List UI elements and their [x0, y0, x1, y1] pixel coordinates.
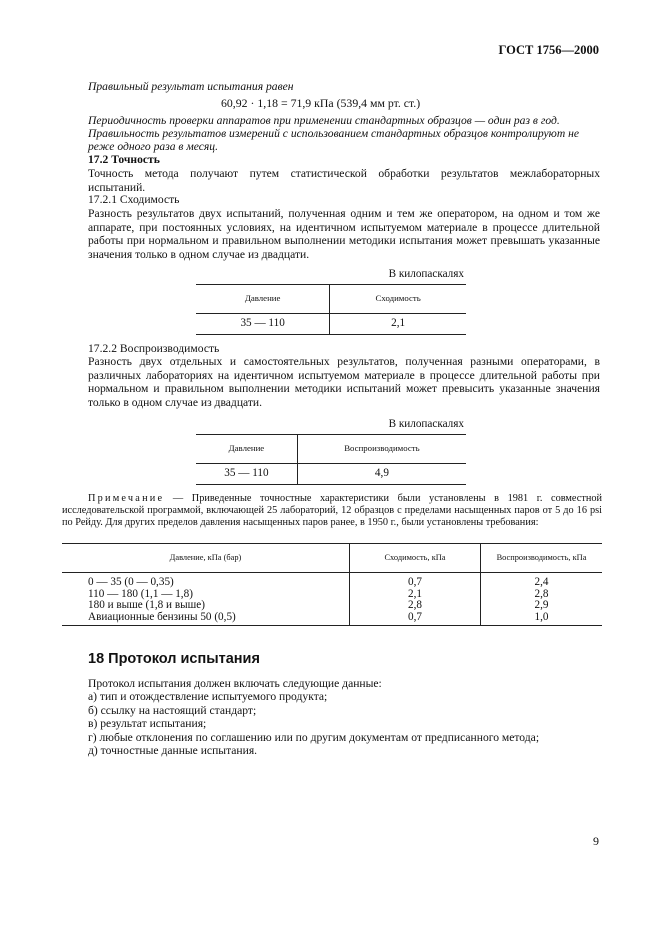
reproducibility-table: [196, 434, 466, 485]
list-item: г) любые отклонения по соглашению или по другим документам от предписанного метода;: [88, 730, 540, 744]
table3-header-repeatability: Сходимость, кПа: [350, 544, 481, 573]
section-18-intro: Протокол испытания должен включать следующие данные:: [88, 677, 382, 690]
section-17-2-text: Точность метода получают путем статистической обработки результатов межлабораторных испытаний.: [88, 167, 600, 194]
table3-cell: 2,8: [408, 599, 422, 611]
list-item: б) ссылку на настоящий стандарт;: [88, 703, 257, 717]
table3-header-pressure: Давление, кПа (бар): [62, 544, 350, 573]
table3-cell: 180 и выше (1,8 и выше): [88, 599, 205, 611]
table3-header-reproducibility: Воспроизводимость, кПа: [481, 544, 603, 573]
table3-cell: 0,7: [408, 610, 422, 623]
section-17-2-1-title: 17.2.1 Сходимость: [88, 193, 180, 206]
section-17-2-2-title: 17.2.2 Воспроизводимость: [88, 342, 220, 355]
list-item: д) точностные данные испытания.: [88, 744, 258, 758]
table3-cell: Авиационные бензины 50 (0,5): [88, 610, 236, 623]
table1-header-repeatability: Сходимость: [330, 285, 466, 314]
table2-unit: В килопаскалях: [388, 418, 464, 430]
table3-column-reproducibility: [481, 573, 603, 626]
section-17-2-2-text: Разность двух отдельных и самостоятельных результатов, полученная разными операторами, в различных лабораториях на идентичном испытуемом материале в процессе длительной работы при нормальном и правильном выполнении методики испытаний может превысить указанные значения только в одном случае из двадцати.: [88, 355, 600, 409]
page-number: 9: [593, 834, 599, 848]
result-label: Правильный результат испытания равен: [88, 80, 294, 93]
historical-precision-table: [62, 543, 602, 626]
table3-cell: 2,8: [534, 587, 549, 600]
table3-cell: 2,1: [408, 587, 422, 600]
table2-header-pressure: Давление: [196, 435, 297, 464]
table3-cell: 0,7: [408, 576, 422, 588]
table1-cell-pressure: 35 — 110: [196, 314, 330, 335]
table1-unit: В килопаскалях: [388, 268, 464, 280]
table2-cell-value: 4,9: [297, 464, 466, 485]
table3-cell: 2,4: [534, 576, 549, 588]
list-item: в) результат испытания;: [88, 717, 207, 731]
repeatability-table: [196, 284, 466, 335]
section-17-2-title: 17.2 Точность: [88, 153, 160, 166]
result-formula: 60,92 · 1,18 = 71,9 кПа (539,4 мм рт. ст.): [221, 96, 421, 110]
table3-column-repeatability: [350, 573, 481, 626]
list-item: а) тип и отождествление испытуемого продукта;: [88, 690, 328, 703]
accuracy-control-line-2: реже одного раза в месяц.: [88, 140, 218, 153]
note-label: Примечание: [88, 493, 165, 504]
table2-cell-pressure: 35 — 110: [196, 464, 297, 485]
table2-header-reproducibility: Воспроизводимость: [297, 435, 466, 464]
table3-cell: 1,0: [534, 610, 549, 623]
table3-column-pressure: [62, 573, 350, 626]
section-17-2-1-text: Разность результатов двух испытаний, полученная одним и тем же оператором, на одном и том же аппарате, при постоянных условиях, на идентичном испытуемом материале в процессе длительной работы при нормальном и правильном выполнении методики испытания может превышать указанные значения только в одном случае из двадцати.: [88, 207, 600, 261]
periodicity-note: Периодичность проверки аппаратов при применении стандартных образцов — один раз в год.: [88, 114, 560, 127]
note-paragraph: [62, 493, 602, 528]
table3-cell: 0 — 35 (0 — 0,35): [88, 576, 174, 588]
table3-cell: 110 — 180 (1,1 — 1,8): [88, 587, 193, 600]
document-code: ГОСТ 1756—2000: [498, 43, 599, 57]
table3-cell: 2,9: [534, 599, 549, 611]
section-18-title: 18 Протокол испытания: [88, 651, 260, 667]
protocol-list: [88, 690, 608, 758]
table1-cell-value: 2,1: [330, 314, 466, 335]
table1-header-pressure: Давление: [196, 285, 330, 314]
accuracy-control-line-1: Правильность результатов измерений с использованием стандартных образцов контролируют не: [88, 127, 580, 140]
note-text: — Приведенные точностные характеристики были установлены в 1981 г. совместной исследовательской программой, включающей 25 лабораторий, 12 образцов с пределами насыщенных паров от 5 до 16 psi по Рейду. Для других пределов давления насыщенных паров ранее, в 1950 г., были установлены требования:: [62, 493, 602, 528]
